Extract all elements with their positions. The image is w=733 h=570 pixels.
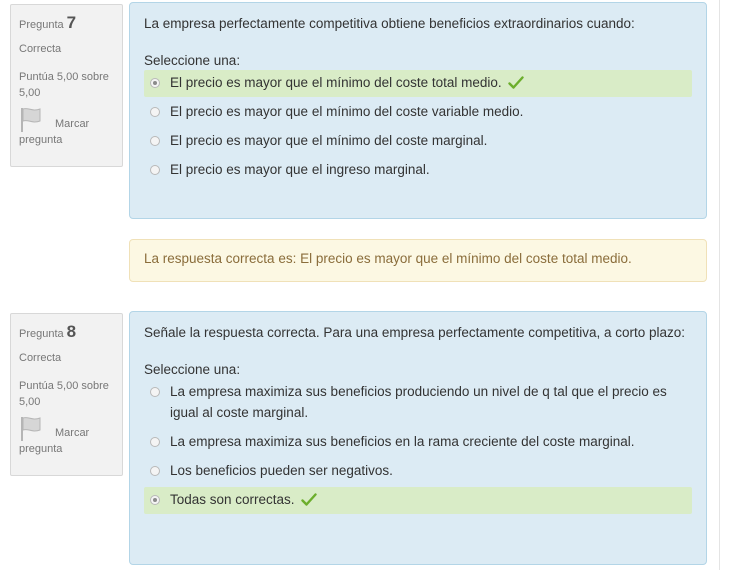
answer-label: El precio es mayor que el mínimo del coste marginal. xyxy=(170,132,488,148)
flag-label[interactable]: Marcar xyxy=(55,118,90,131)
question-number-row xyxy=(19,11,114,36)
question-info-8 xyxy=(10,313,123,476)
answer-label: Todas son correctas. xyxy=(170,491,295,507)
flag-icon xyxy=(19,416,43,442)
question-label: Pregunta xyxy=(19,328,64,340)
answer-list xyxy=(144,70,692,184)
radio-button[interactable] xyxy=(150,78,160,88)
question-text: Señale la respuesta correcta. Para una empresa perfectamente competitiva, a corto plazo: xyxy=(144,325,686,340)
flag-label-line2[interactable]: pregunta xyxy=(19,443,63,456)
flag-question-link[interactable] xyxy=(19,416,114,442)
scrollbar-edge xyxy=(719,0,720,570)
question-number: 7 xyxy=(66,13,77,32)
flag-question-link[interactable] xyxy=(19,107,114,133)
answer-option[interactable] xyxy=(144,99,692,126)
question-grade: Puntúa 5,00 sobre 5,00 xyxy=(19,379,109,408)
radio-button[interactable] xyxy=(150,107,160,117)
check-icon xyxy=(301,493,317,507)
answer-prompt: Seleccione una: xyxy=(144,52,241,68)
flag-label-line2[interactable]: pregunta xyxy=(19,134,63,147)
flag-icon xyxy=(19,107,43,133)
answer-option[interactable] xyxy=(144,487,692,514)
answer-option[interactable] xyxy=(144,157,692,184)
correct-answer-feedback: La respuesta correcta es: El precio es mayor que el mínimo del coste total medio. xyxy=(129,239,707,282)
radio-button[interactable] xyxy=(150,437,160,447)
radio-button[interactable] xyxy=(150,387,160,397)
radio-button[interactable] xyxy=(150,136,160,146)
question-formulation-8 xyxy=(129,311,707,565)
question-state: Correcta xyxy=(19,42,62,55)
question-formulation-7 xyxy=(129,2,707,219)
question-info-7 xyxy=(10,4,123,167)
question-state: Correcta xyxy=(19,351,62,364)
answer-option[interactable] xyxy=(144,379,692,427)
answer-label: La empresa maximiza sus beneficios en la rama creciente del coste marginal. xyxy=(170,433,635,449)
answer-list xyxy=(144,379,692,514)
answer-option[interactable] xyxy=(144,458,692,485)
answer-option[interactable] xyxy=(144,429,692,456)
check-icon xyxy=(508,76,524,90)
answer-label: Los beneficios pueden ser negativos. xyxy=(170,462,393,478)
radio-button[interactable] xyxy=(150,165,160,175)
answer-label: La empresa maximiza sus beneficios produciendo un nivel de q tal que el precio es igual al coste marginal. xyxy=(170,383,667,420)
answer-label: El precio es mayor que el mínimo del coste total medio. xyxy=(170,74,502,90)
question-number: 8 xyxy=(66,322,77,341)
question-label: Pregunta xyxy=(19,19,64,31)
answer-prompt: Seleccione una: xyxy=(144,361,241,377)
question-text: La empresa perfectamente competitiva obtiene beneficios extraordinarios cuando: xyxy=(144,16,635,31)
radio-button[interactable] xyxy=(150,466,160,476)
question-grade: Puntúa 5,00 sobre 5,00 xyxy=(19,70,109,99)
answer-label: El precio es mayor que el ingreso marginal. xyxy=(170,161,430,177)
flag-label[interactable]: Marcar xyxy=(55,427,90,440)
answer-label: El precio es mayor que el mínimo del coste variable medio. xyxy=(170,103,524,119)
answer-option[interactable] xyxy=(144,128,692,155)
answer-option[interactable] xyxy=(144,70,692,97)
radio-button[interactable] xyxy=(150,495,160,505)
question-number-row xyxy=(19,320,114,345)
